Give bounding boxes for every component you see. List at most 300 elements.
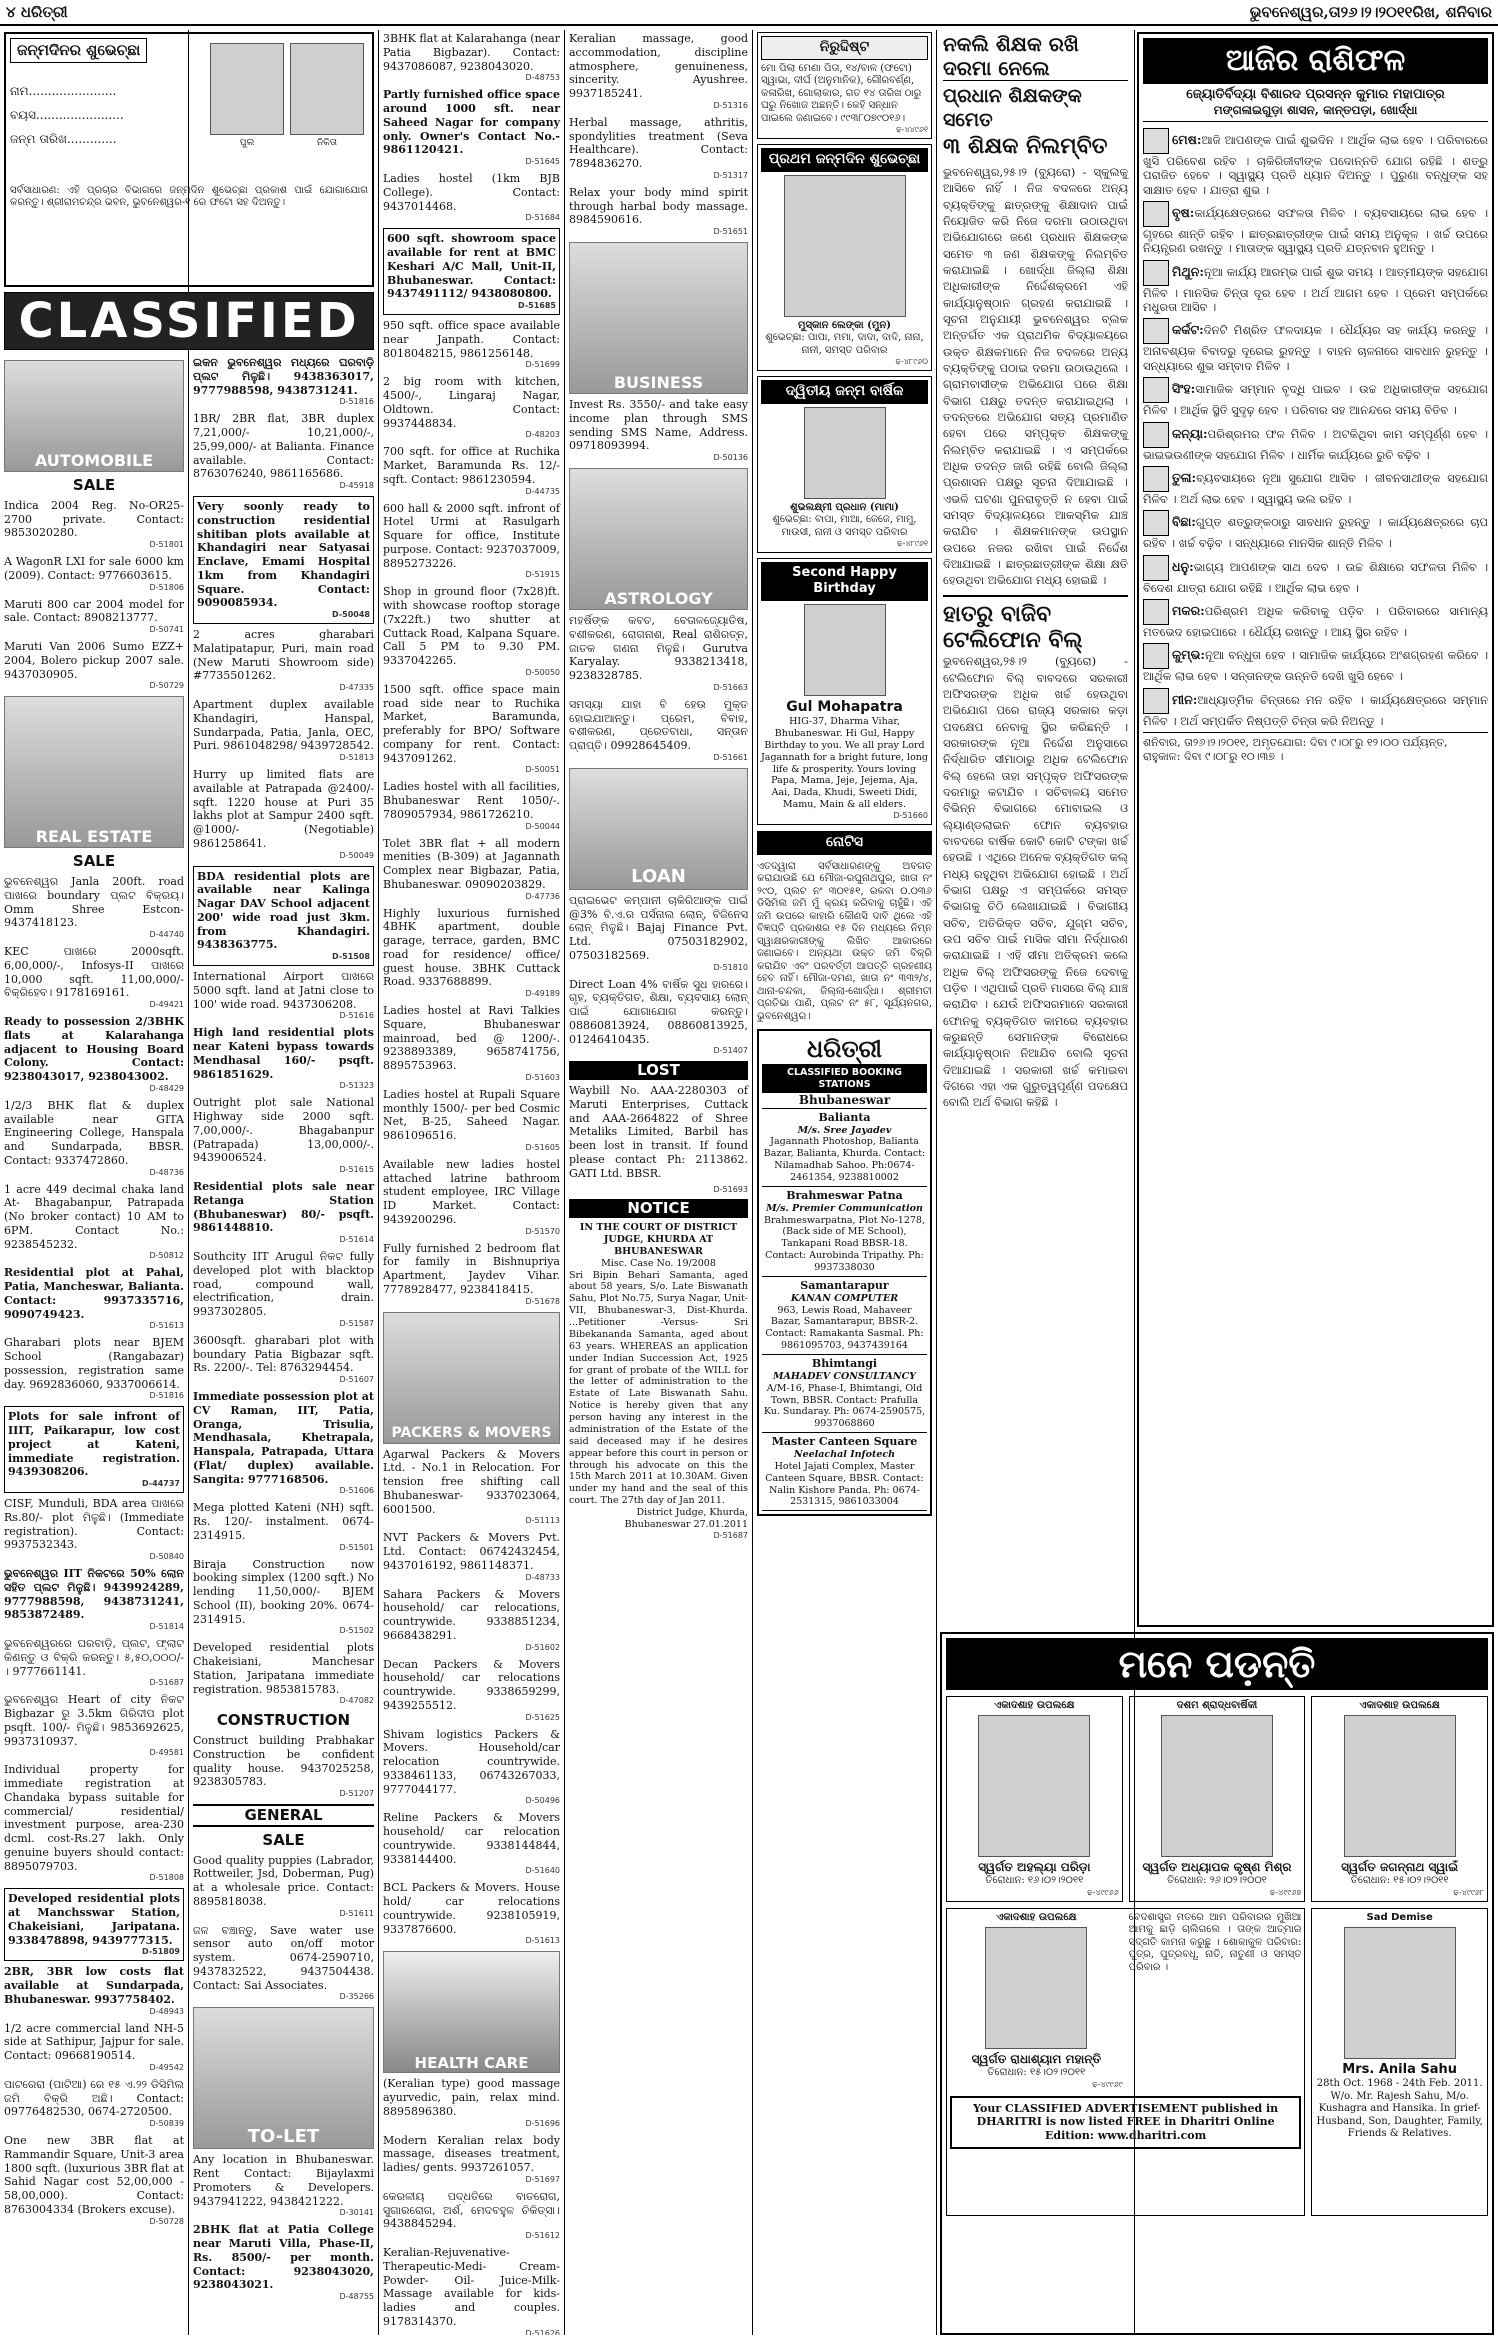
station-area: Bhimtangi xyxy=(811,1357,878,1370)
ad-text: 1 acre 449 decimal chaka land At- Bhagabanpur, Patrapada (No broker contact) 10 AM to 6PM. Contact No.: 9238545232. xyxy=(4,1182,184,1251)
ad-text: Agarwal Packers & Movers Ltd. - No.1 in Relocation. For tension free shifting call Bhubaneswar- 9337023064, 6001500. xyxy=(383,1447,560,1516)
property-ads xyxy=(193,356,374,1706)
zodiac-name: କର୍କଟ: xyxy=(1172,322,1204,338)
rashifal-box xyxy=(1137,32,1494,1627)
health-care-image xyxy=(383,1951,560,2073)
real-estate-ads xyxy=(4,875,184,2227)
obit-name: ସ୍ୱର୍ଗତ ଜଗନ୍ନାଥ ସ୍ୱାଇଁ xyxy=(1341,1860,1459,1874)
classified-ad xyxy=(569,398,748,463)
obit-name: ସ୍ୱର୍ଗତ ଅଧ୍ୟାପକ କୃଷ୍ଣ ମିଶ୍ର xyxy=(1142,1860,1292,1874)
classified-ad xyxy=(383,1728,560,1807)
classified-ad xyxy=(569,978,748,1057)
ad-code: D-51697 xyxy=(525,2174,560,2184)
classified-ad xyxy=(193,866,374,967)
ad-text: A WagonR LXI for sale 6000 km (2009). Contact: 9776603615. xyxy=(4,555,184,582)
classified-ad xyxy=(383,1242,560,1307)
ad-text: Modern Keralian relax body massage, diseases treatment, ladies/ gents. 9937261057. xyxy=(383,2133,560,2174)
real-estate-label: REAL ESTATE xyxy=(35,827,153,847)
classified-ad xyxy=(383,2077,560,2128)
anila-photo xyxy=(1344,1927,1456,2059)
ad-text: Immediate possession plot at CV Raman, IIT, Patia, Oranga, Trisulia, Mendhasala, Khetrapala, Hanspala, Patrapada, Uttara (Flat/ duplex) available. Sangita: 9777168506. xyxy=(193,1390,374,1486)
obit-name: ସ୍ୱର୍ଗତ ଅହଲ୍ୟା ପରିଡ଼ା xyxy=(978,1860,1091,1874)
booking-station xyxy=(762,1109,927,1187)
ad-code: D-51809 xyxy=(142,1947,180,1957)
ad-code: D-50051 xyxy=(525,765,560,775)
ad-text: Herbal massage, athritis, spondylities treatment (Seva Healthcare). Contact: 7894836270. xyxy=(569,115,748,170)
ad-text: Developed residential plots Chakeisiani, Manchesar Station, Jaripatana immediate registration. 9853815783. xyxy=(193,1641,374,1696)
obit-occasion: ଦଶମ ଶ୍ରାଦ୍ଧବାର୍ଷିକୀ xyxy=(1176,1699,1258,1711)
first-birthday-ad xyxy=(757,144,932,371)
classified-ad xyxy=(383,585,560,678)
zodiac-entry xyxy=(1143,422,1488,462)
classified-banner: CLASSIFIED xyxy=(4,292,374,350)
ad-text: Very soonly ready to construction residential shitiban plots available at Khandagiri near Satyasai Enclave, Emami Hospital 1km from Khandagiri Square. Contact: 9090085934. xyxy=(197,500,370,610)
booking-title: CLASSIFIED BOOKING STATIONS xyxy=(762,1065,927,1093)
station-agent: KANAN COMPUTER xyxy=(790,1292,899,1304)
sale-heading-3: SALE xyxy=(262,1830,305,1849)
ad-text: Indica 2004 Reg. No-OR25-2700 private. Contact: 9853020280. xyxy=(4,498,184,540)
obituary-card xyxy=(1311,1696,1488,1902)
rashifal-footer: ଶନିବାର, ତା୨୬।୨।୨୦୧୧, ଅମୃତଯୋଗ: ଦିବା ୯।୦୮ରୁ ୧୨।୦୦ ପର୍ଯ୍ୟନ୍ତ, ରାହୁକାଳ: ଦିବା ୯।୦୮ରୁ ୧୦।୩୭ । xyxy=(1143,732,1488,764)
booking-logo: ଧରିତ୍ରୀ xyxy=(762,1034,927,1065)
classified-ad xyxy=(383,1588,560,1653)
form-age-line: ବୟସ....................... xyxy=(10,107,124,122)
column-3 xyxy=(379,30,564,2335)
ad-code: D-50050 xyxy=(525,667,560,677)
ad-code: D-44737 xyxy=(142,1479,180,1488)
obituary-card xyxy=(1129,1696,1306,1902)
zodiac-name: ବିଛା: xyxy=(1172,514,1196,530)
ad-text: Decan Packers & Movers household/ car relocations countrywide. 9338659299, 9439255512. xyxy=(383,1657,560,1712)
automobile-image xyxy=(4,360,184,472)
classified-ad xyxy=(383,1658,560,1723)
page-header xyxy=(0,0,1498,26)
ad-code: D-50136 xyxy=(713,453,748,462)
zodiac-prediction: ଦିନଟି ମିଶ୍ରିତ ଫଳଦାୟକ । ଧୈର୍ଯ୍ୟର ସହ କାର୍ଯ୍ୟ କରନ୍ତୁ । ଅନାବଶ୍ୟକ ବିବାଦରୁ ଦୂରେଇ ରୁହନ୍ତୁ । ବାହନ ଚାଳନାରେ ସାବଧାନ ରୁହନ୍ତୁ । ସନ୍ଧ୍ୟାରେ ଶୁଭ ସମ୍ବାଦ ମିଳିବ । xyxy=(1143,323,1488,373)
classified-ad xyxy=(4,640,184,691)
ad-text: 700 sqft. for office at Ruchika Market, Baramunda Rs. 12/- sqft. Contact: 9861230594. xyxy=(383,445,560,486)
ad-code: D-51570 xyxy=(525,1226,560,1236)
notice-heading: NOTICE xyxy=(569,1199,748,1218)
form-name-line: ନାମ....................... xyxy=(10,83,117,98)
baby-photo-1 xyxy=(784,175,906,317)
classified-ad xyxy=(569,116,748,181)
ad-code: D-51113 xyxy=(525,1516,560,1526)
ad-text: Plots for sale infront of IIIT, Paikarapur, low cost project at Kateni, immediate registration. 9439308206. xyxy=(8,1410,180,1479)
ad-text: CISF, Munduli, BDA area ପାଖରେ Rs.80/- plot ମିଳୁଛି। (Immediate registration). Contact: 9937532343. xyxy=(4,1497,184,1552)
lost-code: D-51693 xyxy=(713,1185,748,1195)
obit-photo xyxy=(1344,1715,1456,1857)
ad-text: Ladies hostel with all facilities, Bhubaneswar Rent 1050/-. 7809057934, 9861726210. xyxy=(383,780,560,821)
ad-text: Any location in Bhubaneswar. Rent Contact: Bijaylaxmi Promoters & Developers. 9437941222, 9438421222. xyxy=(193,2153,374,2208)
classified-ad xyxy=(4,2078,184,2129)
ad-text: 950 sqft. office space available near Janpath. Contact: 8018048215, 9861256148. xyxy=(383,319,560,360)
classified-ad xyxy=(383,2246,560,2335)
ad-text: Hurry up limited flats are available at Patrapada @2400/- sqft. 1220 house at Puri 35 lakhs plot at Sampur 2400 sqft. @1000/- (Negotiable) 9861258641. xyxy=(193,768,374,850)
ad-code: D-50044 xyxy=(525,821,560,831)
court-notice-code: D-51687 xyxy=(713,1530,748,1540)
classified-ad xyxy=(383,228,560,315)
classified-ad xyxy=(193,1250,374,1329)
ad-code: D-51645 xyxy=(525,157,560,166)
obit-code: ଢ-୪୯୯୬୬ xyxy=(1087,1887,1119,1897)
ad-code: D-51615 xyxy=(339,1165,374,1174)
obituary-section xyxy=(940,1632,1494,2335)
ad-code: D-45918 xyxy=(339,481,374,490)
ad-code: D-51625 xyxy=(525,1712,560,1722)
classified-ad xyxy=(193,2223,374,2302)
happy-birthday-text: HIG-37, Dharma Vihar, Bhubaneswar. Hi Gul, Happy Birthday to you. We all pray Lord Jagannath for a bright future, long life & prosperity. Yours loving Papa, Mama, Jeje, Jejema, Aja, Aai, Dada, Khudi, Sweeti Didi, Mamu, Main & all elders. xyxy=(761,716,928,811)
classified-ad xyxy=(383,1881,560,1946)
ad-text: 2BR, 3BR low costs flat available at Sundarpada, Bhubaneswar. 9937758402. xyxy=(4,1965,184,2006)
classified-ad xyxy=(383,88,560,167)
ad-text: Mega plotted Kateni (NH) sqft. Rs. 120/- instalment. 0674-2314915. xyxy=(193,1501,374,1542)
mid-obit-date: ତିରୋଧାନ: ୧୫।୦୨।୨୦୧୧ xyxy=(987,2067,1086,2078)
first-birthday-code: ଢ-୪୮୯୬୦ xyxy=(895,357,928,366)
ad-text: Ladies hostel at Rupali Square monthly 1500/- per bed Cosmic Net, B-25, Saheed Nagar. 9861096516. xyxy=(383,1087,560,1142)
classified-ad xyxy=(4,1099,184,1178)
court-notice-body: Sri Bipin Behari Samanta, aged about 58 years, S/o. Late Biswanath Sahu, Plot No.75, Surya Nagar, Unit-VII, Bhubaneswar-3, Dist-Khurda. ...Petitioner -Versus- Sri Bibekananda Samanta, aged about 63 years. WHEREAS an application under Indian Succession Act, 1925 for grant of probate of the WILL for the letter of administration to the Estate of Late Biswanath Sahu. Notice is hereby given that any person having any interest in the administration of the Estate of the said deceased may if he desires appear before this court in person or through his advocate on this the 15th March 2011 at 10.30AM. Given under my hand and the seal of this court. The 27th day of Jan 2011. xyxy=(569,1269,748,1507)
classified-ad xyxy=(383,683,560,776)
classified-ad xyxy=(193,1734,374,1799)
classified-ad xyxy=(193,1924,374,2003)
ad-text: Ladies hostel (1km BJB College). Contact: 9437014468. xyxy=(383,172,560,213)
to-let-label: TO-LET xyxy=(247,2125,320,2147)
ad-text: 3BHK flat at Kalarahanga (near Patia Bigbazar). Contact: 9437086087, 9238043020. xyxy=(383,32,560,73)
zodiac-name: ବୃଷ: xyxy=(1172,204,1195,220)
mid-obit-text: ବେଦଶାସ୍ତ୍ର ମତରେ ଆମ ପରିବାରର ମୁଖିଆ ଆମକୁ ଛାଡ଼ି ଚାଲିଗଲେ । ତାଙ୍କ ଆତ୍ମାର ସଦ୍‌ଗତି କାମନା କରୁଛୁ । ଶୋକାକୁଳ ପରିବାର: ପୁତ୍ର, ପୁତ୍ରବଧୂ, ନାତି, ନାତୁଣୀ ଓ ସମସ୍ତ ପରିବାର । xyxy=(1128,1911,1302,1973)
ad-code: D-51806 xyxy=(149,582,184,592)
obit-occasion: ଏକାଦଶାହ ଉପଲକ୍ଷେ xyxy=(994,1699,1075,1711)
ad-code: D-51508 xyxy=(332,952,370,961)
zodiac-prediction: ନୂଆ ବନ୍ଧୁତା ହେବ । ସାମାଜିକ କାର୍ଯ୍ୟରେ ଅଂଶଗ୍ରହଣ କରିବେ । ଆର୍ଥିକ ଲାଭ ହେବ । ସନ୍ତାନଙ୍କ ଉନ୍ନତି ଦେଖି ଖୁସି ହେବେ । xyxy=(1143,648,1488,684)
ad-code: D-51611 xyxy=(339,1908,374,1918)
ad-text: Individual property for immediate registration at Chandaka bypass suitable for commercial/ residential/ investment purpose, area-230 dcml. cost-Rs.27 lakh. Only genuine buyers should contact: 8895079703. xyxy=(4,1763,184,1873)
ad-code: D-50496 xyxy=(525,1796,560,1806)
obituary-grid xyxy=(946,1696,1488,1902)
classified-ad xyxy=(383,1448,560,1527)
second-birthday-title: ଦ୍ୱିତୀୟ ଜନ୍ମ ବାର୍ଷିକ xyxy=(761,380,928,404)
ad-code: D-51661 xyxy=(713,752,748,762)
ad-code: D-51613 xyxy=(149,1321,184,1331)
ad-text: Fully furnished 2 bedroom flat for family in Bishnupriya Apartment, Jaydev Vihar. 7778928477, 9238418415. xyxy=(383,1241,560,1296)
ad-code: D-51603 xyxy=(525,1072,560,1082)
ad-code: D-51316 xyxy=(713,100,748,110)
obit-code: ଢ-୪୯୯୬୭ xyxy=(1269,1887,1302,1897)
ad-text: One new 3BR flat at Rammandir Square, Unit-3 area 1800 sqft. (luxurious 3BR flat at Sahid Nagar cost 52,00,000 - 58,00,000). Contact: 8763004334 (Brokers excuse). xyxy=(4,2134,184,2216)
zodiac-symbol-icon xyxy=(1143,318,1169,344)
ad-code: D-51605 xyxy=(525,1142,560,1152)
ad-text: Gharabari plots near BJEM School (Rangabazar) possession, registration same day. 9692836060, 9337006614. xyxy=(4,1336,184,1391)
ad-code: D-51607 xyxy=(339,1375,374,1384)
ad-code: D-44735 xyxy=(525,486,560,496)
ad-text: Residential plot at Pahal, Patia, Mancheswar, Balianta. Contact: 9937335716, 9090749423. xyxy=(4,1266,184,1321)
classified-ad xyxy=(193,1334,374,1385)
ad-code: D-51663 xyxy=(713,682,748,692)
classified-ad xyxy=(569,614,748,693)
classified-ad xyxy=(193,496,374,624)
booking-station xyxy=(762,1355,927,1433)
station-agent: M/s. Premier Communication xyxy=(766,1202,923,1214)
classified-ad xyxy=(383,837,560,902)
ad-text: BDA residential plots are available near Kalinga Nagar DAV School adjacent 200' wide road just 3km. from Khandagiri. 9438363775. xyxy=(197,869,370,952)
automobile-label: AUTOMOBILE xyxy=(34,451,154,470)
ad-code: D-51501 xyxy=(339,1542,374,1552)
ad-text: 2 big room with kitchen, 4500/-, Lingaraj Nagar, Oldtown. Contact: 9937448834. xyxy=(383,375,560,430)
classified-ad xyxy=(193,970,374,1021)
automobile-ads xyxy=(4,499,184,692)
obituary-row-2 xyxy=(946,1908,1488,2216)
zodiac-prediction: ପରିଶ୍ରମ ଅଧିକ କରିବାକୁ ପଡ଼ିବ । ପରିବାରରେ ସାମାନ୍ୟ ମତଭେଦ ହୋଇପାରେ । ଧୈର୍ଯ୍ୟ ରଖନ୍ତୁ । ଆୟ ସ୍ଥିର ରହିବ । xyxy=(1143,604,1488,639)
ad-text: 2 acres gharabari Malatipatapur, Puri, main road (New Maruti Showroom side) #7735501262. xyxy=(193,628,374,683)
ad-text: Construct building Prabhakar Construction be confident quality house. 9437025258, 9238305783. xyxy=(193,1734,374,1789)
station-agent: MAHADEV CONSULTANCY xyxy=(773,1370,916,1382)
classified-ad xyxy=(4,1965,184,2016)
ad-text: Shop in ground floor (7x28)ft. with showcase rooftop storage (7x22ft.) two shutter at Cuttack Road, Kalpana Square. Call 5 PM to 9.30 PM. 9337042265. xyxy=(383,585,560,667)
classified-ad xyxy=(569,32,748,111)
ad-text: Southcity IIT Arugul ନିକଟ fully developed plot with blacktop road, compound wall, electrification, drain. 9937302805. xyxy=(193,1250,374,1318)
happy-birthday-title: Second Happy Birthday xyxy=(761,562,928,601)
second-birthday-code: ଢ-୪୮୯୬୧ xyxy=(897,539,928,548)
ad-text: BCL Packers & Movers. House hold/ car relocations countrywide. 9238105919, 9337876600. xyxy=(383,1881,560,1936)
ad-text: Keralian massage, good accommodation, discipline atmosphere, genuineness, sincerity. Ayushree. 9937185241. xyxy=(569,32,748,100)
zodiac-symbol-icon xyxy=(1143,688,1169,714)
rashifal-title: ଆଜିର ରାଶିଫଳ xyxy=(1143,38,1488,84)
loan-ads xyxy=(569,894,748,1057)
obit-date: ତିରୋଧାନ: ୧୫।୦୨।୨୦୧୧ xyxy=(1350,1875,1449,1886)
classified-ad xyxy=(193,1096,374,1175)
ad-text: International Airport ପାଖରେ 5000 sqft. land at Jatni close to 100' wide road. 9437306208. xyxy=(193,970,374,1011)
ad-text: Maruti Van 2006 Sumo EZZ+ 2004, Bolero pickup 2007 sale. 9437030905. xyxy=(4,640,184,681)
ad-text: High land residential plots near Kateni bypass towards Mendhasal 160/- psqft. 9861851629. xyxy=(193,1026,374,1081)
business-ads xyxy=(569,398,748,463)
zodiac-symbol-icon xyxy=(1143,422,1169,448)
classified-ad xyxy=(4,555,184,593)
zodiac-prediction: ଗୁପ୍ତ ଶତ୍ରୁଙ୍କଠାରୁ ସାବଧାନ ରୁହନ୍ତୁ । କାର୍ଯ୍ୟକ୍ଷେତ୍ରରେ ଚାପ ରହିବ । ଖର୍ଚ୍ଚ ବଢ଼ିବ । ସନ୍ଧ୍ୟାରେ ମାନସିକ ଶାନ୍ତି ମିଳିବ । xyxy=(1143,515,1488,551)
ad-code: D-50741 xyxy=(149,625,184,634)
first-birthday-wishes: ଶୁଭେଚ୍ଛା: ପାପା, ମମା, ଦାଦା, ଦାଦି, ନାନା, ନାନୀ, ସମସ୍ତ ପରିବାର xyxy=(765,332,924,356)
ad-text: 600 hall & 2000 sqft. infront of Hotel Urmi at Rasulgarh Square for office, Institute purpose. Contact: 9237037009, 8895273226. xyxy=(383,501,560,570)
ad-text: Developed residential plots at Manchsswar Station, Chakeisiani, Jaripatana. 9338478898, 9439777315. xyxy=(8,1892,180,1947)
child-photo-2 xyxy=(290,43,364,135)
news-subhead-2: ୩ ଶିକ୍ଷକ ନିଲମ୍ବିତ xyxy=(943,132,1108,159)
ad-code: D-47335 xyxy=(339,683,374,692)
news-story-2: ଭୁବନେଶ୍ୱର,୨୫।୨ (ବ୍ୟୁରୋ) - ଟେଲିଫୋନ ବିଲ୍ ବାବଦରେ ସରକାରୀ ଅଫିସରଙ୍କ ଅଧିକ ଖର୍ଚ୍ଚ ହେଉଥିବା ଅଭିଯୋଗ ପରେ ରାଜ୍ୟ ସରକାର କଡ଼ା ପଦକ୍ଷେପ ନେବାକୁ ସ୍ଥିର କରିଛନ୍ତି । ସରକାରଙ୍କ ନୂଆ ନିର୍ଦ୍ଦେଶ ଅନୁସାରେ ନିର୍ଦ୍ଧାରିତ ସୀମାଠାରୁ ଅଧିକ ଟେଲିଫୋନ ବିଲ୍ ହେଲେ ତାହା ସମ୍ପୃକ୍ତ ଅଫିସରଙ୍କ ଦରମାରୁ କଟାଯିବ । ସଚିବାଳୟ ସମେତ ବିଭିନ୍ନ ବିଭାଗରେ ମୋବାଇଲ ଓ ଲ୍ୟାଣ୍ଡଲାଇନ ଫୋନ ବ୍ୟବହାର ବାବଦରେ ବାର୍ଷିକ କୋଟି କୋଟି ଟଙ୍କା ଖର୍ଚ୍ଚ ହେଉଛି । ଏଥିରେ ଅନେକ ବ୍ୟକ୍ତିଗତ କଲ୍ ମଧ୍ୟ ରହୁଥିବା ଅଭିଯୋଗ ହୋଇଛି । ଅର୍ଥ ବିଭାଗ ପକ୍ଷରୁ ଏ ସମ୍ପର୍କରେ ସମସ୍ତ ବିଭାଗକୁ ଚିଠି ଲେଖାଯାଇଛି । ବିଭାଗୀୟ ସଚିବ, ଅତିରିକ୍ତ ସଚିବ, ଯୁଗ୍ମ ସଚିବ, ଉପ ସଚିବ ପାଇଁ ମାସିକ ସୀମା ନିର୍ଦ୍ଧାରଣ କରାଯାଇଛି । ଏହି ସୀମା ଅତିକ୍ରମ କଲେ ଅଧିକ ବିଲ୍ ଅଫିସରଙ୍କୁ ନିଜେ ଦେବାକୁ ପଡ଼ିବ । ଏଥିପାଇଁ ପ୍ରତି ମାସରେ ବିଲ୍ ଯାଞ୍ଚ କରାଯିବ । ଯେଉଁ ଅଫିସରମାନେ ସରକାରୀ ଫୋନକୁ ବ୍ୟକ୍ତିଗତ କାମରେ ବ୍ୟବହାର କରୁଛନ୍ତି ସେମାନଙ୍କ ବିରୋଧରେ କାର୍ଯ୍ୟାନୁଷ୍ଠାନ ନିଆଯିବ ବୋଲି ସୂଚନା ଦିଆଯାଇଛି । ସରକାରୀ ଖର୍ଚ୍ଚ କମାଇବା ଦିଗରେ ଏହା ଏକ ଗୁରୁତ୍ୱପୂର୍ଣ୍ଣ ପଦକ୍ଷେପ ବୋଲି ଅର୍ଥ ବିଭାଗ କହିଛି । xyxy=(943,654,1128,1110)
station-details: A/M-16, Phase-I, Bhimtangi, Old Town, BBSR. Contact: Prafulla Ku. Sundaray. Ph: 0674-2590575, 9937068860 xyxy=(763,1382,926,1430)
classified-ad xyxy=(383,2190,560,2241)
classified-ad xyxy=(383,32,560,83)
ad-code: D-50049 xyxy=(339,850,374,860)
packers-movers-label: PACKERS & MOVERS xyxy=(391,1425,552,1441)
classified-ad xyxy=(4,598,184,636)
ad-text: Outright plot sale National Highway side 2000 sqft. 7,00,000/-. Bhagabanpur (Patrapada) 13,00,000/-. 9439006524. xyxy=(193,1096,374,1165)
zodiac-symbol-icon xyxy=(1143,510,1169,536)
classified-ad xyxy=(4,1183,184,1262)
ad-text: ପାଟରେରା (ପାଟିଆ) ରେ ୧୫ ଏ.୨୨ ଡିସିମିଲ ଜମି ବିକ୍ରି ଅଛି। Contact: 09776482530, 0674-2720500. xyxy=(4,2077,184,2119)
zodiac-symbol-icon xyxy=(1143,466,1169,492)
classified-ad xyxy=(4,1015,184,1094)
zodiac-entry xyxy=(1143,260,1488,315)
ad-code: D-51323 xyxy=(339,1081,374,1091)
ad-text: Good quality puppies (Labrador, Rottweiler, Jsd, Doberman, Pug) at a wholesale price. Contact: 8895818038. xyxy=(193,1853,374,1908)
classified-ad xyxy=(383,780,560,831)
ad-code: D-48736 xyxy=(149,1167,184,1177)
booking-city: Bhubaneswar xyxy=(762,1093,927,1109)
massage-ads xyxy=(569,32,748,237)
astrology-image xyxy=(569,468,748,610)
obituary-title: ମନେ ପଡ଼ନ୍ତି xyxy=(946,1638,1488,1690)
ad-code: D-48943 xyxy=(149,2006,184,2016)
mid-obit-top: ଏକାଦଶାହ ଉପଲକ୍ଷେ xyxy=(996,1911,1077,1923)
ad-code: D-51606 xyxy=(339,1486,374,1496)
classified-ad xyxy=(4,1497,184,1562)
rental-ads xyxy=(383,32,560,1307)
ad-code: D-49421 xyxy=(149,1000,184,1009)
ad-code: D-51813 xyxy=(339,753,374,762)
mid-obit-code: ଢ-୪୯୯୬୯ xyxy=(1092,2079,1123,2089)
zodiac-name: ମୀନ: xyxy=(1172,691,1198,707)
ad-code: D-51614 xyxy=(339,1235,374,1244)
classified-ad xyxy=(193,1641,374,1706)
lost-heading: LOST xyxy=(569,1061,748,1080)
ad-text: KEC ପାଖରେ 2000sqft. 6,00,000/-, Infosys-II ପାଖରେ 10,000 sqft. 11,00,000/- ବିକ୍ରିହେବ। 9178169161. xyxy=(4,945,184,1000)
ad-code: D-51808 xyxy=(149,1873,184,1883)
astrologer-address: ମଙ୍ଗଳାଇଗୁଡ଼ା ଶାସନ, କାନ୍ତପଡ଼ା, ଖୋର୍ଦ୍ଧା xyxy=(1143,103,1488,122)
classified-ad xyxy=(383,375,560,440)
ad-text: (Keralian type) good massage ayurvedic, pain, relax mind. 8895896380. xyxy=(383,2077,560,2118)
ad-code: D-51640 xyxy=(525,1866,560,1876)
ad-text: Relax your body mind spirit through harbal body massage. 8984590616. xyxy=(569,185,748,227)
ad-code: D-51613 xyxy=(525,1936,560,1946)
general-heading: GENERAL xyxy=(193,1804,374,1827)
news-subhead-1: ପ୍ରଧାନ ଶିକ୍ଷକଙ୍କ ସମେତ xyxy=(943,85,1082,131)
child-photo-1 xyxy=(210,43,284,135)
ad-code: D-51612 xyxy=(525,2231,560,2240)
ad-code: D-51678 xyxy=(525,1296,560,1306)
sale-heading: SALE xyxy=(72,476,116,494)
happy-birthday-ad xyxy=(757,558,932,825)
obit-date: ତିରୋଧାନ: ୨୬।୦୨।୨୦୦୧ xyxy=(1167,1875,1267,1886)
zodiac-list xyxy=(1143,128,1488,728)
ad-text: 1BR/ 2BR flat, 3BR duplex 7,21,000/- 10,21,000/-, 25,99,000/- at Balianta. Finance available. Contact: 8763076240, 9861165686. xyxy=(193,412,374,481)
classified-ad xyxy=(569,698,748,763)
obit-date: ତିରୋଧାନ: ୧୬।୦୨।୨୦୧୧ xyxy=(985,1875,1084,1886)
zodiac-prediction: ବ୍ୟବସାୟରେ ନୂଆ ସୁଯୋଗ ଆସିବ । ଜୀବନସାଥୀଙ୍କ ସହଯୋଗ ମିଳିବ । ଅର୍ଥ ଲାଭ ହେବ । ସ୍ୱାସ୍ଥ୍ୟ ଭଲ ରହିବ । xyxy=(1143,470,1488,506)
birthday-wishes-box xyxy=(4,32,374,287)
zodiac-name: ମକର: xyxy=(1172,603,1205,618)
zodiac-prediction: ପରିଶ୍ରମର ଫଳ ମିଳିବ । ଅଟକିଥିବା କାମ ସମ୍ପୂର୍ଣ୍ଣ ହେବ । ଭାଇଭଉଣୀଙ୍କ ସହଯୋଗ ମିଳିବ । ଧାର୍ମିକ କାର୍ଯ୍ୟରେ ରୁଚି ବଢ଼ିବ । xyxy=(1143,426,1488,462)
real-estate-image xyxy=(4,696,184,848)
station-details: Jagannath Photoshop, Balianta Bazar, Balianta, Khurda. Contact: Nilamadhab Sahoo. Ph:0674-2461354, 9238810002 xyxy=(763,1136,926,1183)
happy-birthday-name: Gul Mohapatra xyxy=(786,698,903,715)
column-2 xyxy=(189,354,378,2335)
column-5 xyxy=(753,30,936,2335)
ad-text: ଭୁବନେଶ୍ୱର Heart of city ନିକଟ Bigbazar ରୁ 3.5km ଗିରିଦୀପ plot psqft. 100/- ମିଳୁଛି। 9853692625, 9937310937. xyxy=(4,1693,184,1748)
zodiac-entry xyxy=(1143,466,1488,506)
zodiac-entry xyxy=(1143,555,1488,595)
ad-text: Ladies hostel at Ravi Talkies Square, Bhubaneswar mainroad, bed @ 1200/-. 9238893389, 9658741756, 8895753963. xyxy=(383,1004,560,1072)
loan-image xyxy=(569,768,748,890)
baby-photo-2 xyxy=(804,407,886,499)
photo-caption-2: ନିକିତା xyxy=(316,138,337,148)
ad-code: D-51207 xyxy=(339,1789,374,1798)
classified-ad xyxy=(4,875,184,940)
station-details: Brahmeswarpatna, Plot No-1278, (Back side of ME School), Tankapani Road BBSR-18. Contact: Aurobinda Tripathy. Ph: 9937338030 xyxy=(764,1214,925,1273)
column-4 xyxy=(565,30,752,2335)
business-image xyxy=(569,242,748,394)
classified-ad xyxy=(193,768,374,861)
zodiac-name: କନ୍ୟା: xyxy=(1172,425,1208,441)
health-ads xyxy=(383,2077,560,2335)
ad-code: D-51687 xyxy=(149,1678,184,1688)
ad-code: D-51626 xyxy=(525,2328,560,2335)
ad-code: D-51810 xyxy=(713,962,748,972)
ad-code: D-51696 xyxy=(525,2118,560,2128)
station-area: Master Canteen Square xyxy=(771,1435,918,1449)
classified-ad xyxy=(193,2153,374,2218)
classified-ad xyxy=(193,1026,374,1091)
zodiac-symbol-icon xyxy=(1143,599,1169,625)
second-birthday-wishes: ଶୁଭେଚ୍ଛା: ବାପା, ମାଆ, ଜେଜେ, ମାମୁ, ମାଉସୀ, ନାନୀ ଓ ସମସ୍ତ ପରିବାର xyxy=(772,514,917,538)
booking-station xyxy=(762,1433,927,1511)
ad-text: Sahara Packers & Movers household/ car relocations, countrywide. 9338851234, 9668438291. xyxy=(383,1587,560,1642)
classified-ad xyxy=(383,1004,560,1083)
classified-ad xyxy=(193,356,374,407)
ad-text: ଭୁବନେଶ୍ୱରରେ ଘରବାଡ଼ି, ପ୍ଲଟ, ଫ୍ଲାଟ କିଣନ୍ତୁ ଓ ବିକ୍ରି କରନ୍ତୁ। ୫,୫୦,୦୦୦/- । 9777661141. xyxy=(4,1637,184,1678)
ad-code: D-48429 xyxy=(149,1083,184,1093)
ad-text: କେରଳୀୟ ପଦ୍ଧତିରେ ବାତରୋଗ, ସୁଗାରରୋଗ, ଅର୍ଶ, ମେଦବହୁଳ ଚିକିତ୍ସା। 9438845294. xyxy=(383,2189,560,2231)
ad-text: Apartment duplex available Khandagiri, Hanspal, Sundarpada, Patia, Janla, OEC, Puri. 9861048298/ 9439728542. xyxy=(193,698,374,753)
classified-ad xyxy=(193,1390,374,1496)
classified-ad xyxy=(383,1811,560,1876)
photo-caption-1: ପୁଲ xyxy=(239,138,255,148)
obit-code: ଢ-୪୯୯୬୮ xyxy=(1453,1887,1484,1897)
ad-code: D-50729 xyxy=(149,681,184,691)
general-ads xyxy=(193,1854,374,2003)
ad-code: D-50048 xyxy=(332,610,370,619)
ad-text: ଜଳ ବଞ୍ଚାନ୍ତୁ, Save water use sensor auto on/off motor system. 0674-2590710, 9437832522, 9437504438. Contact: Sai Associates. xyxy=(193,1923,374,1992)
sad-demise-ad xyxy=(1311,1908,1488,2216)
sad-demise-title: Sad Demise xyxy=(1366,1911,1433,1923)
ad-code: D-35266 xyxy=(339,1992,374,2002)
anila-text: 28th Oct. 1968 - 24th Feb. 2011. W/o. Mr. Rajesh Sahu, M/o. Kushagra and Hansika. In grief- Husband, Son, Daughter, Family, Friends & Relatives. xyxy=(1316,2078,1483,2140)
ad-text: 1/2/3 BHK flat & duplex available near GITA Engineering College, Hanspala and Sundarpada, BBSR. Contact: 9337472860. xyxy=(4,1098,184,1167)
station-agent: Neelachal Infotech xyxy=(793,1448,896,1460)
zodiac-entry xyxy=(1143,318,1488,373)
ad-text: Available new ladies hostel attached latrine bathroom student employee, IRC Village ID Market. Contact: 9439200296. xyxy=(383,1157,560,1226)
obituary-card xyxy=(946,1696,1123,1902)
ad-code: D-51616 xyxy=(339,1011,374,1021)
form-dob-line: ଜନ୍ମ ତାରିଖ............. xyxy=(10,131,117,146)
column-1 xyxy=(0,354,188,2335)
zodiac-entry xyxy=(1143,201,1488,256)
news-headline-2: ହାତରୁ ବାଜିବ ଟେଲିଫୋନ ବିଲ୍ xyxy=(943,595,1128,654)
mid-obit-photo xyxy=(985,1927,1087,2049)
zodiac-prediction: ଭାଗ୍ୟ ଆପଣଙ୍କ ସାଥ ଦେବ । ଉଚ୍ଚ ଶିକ୍ଷାରେ ସଫଳତା ମିଳିବ । ବିଦେଶ ଯାତ୍ରା ଯୋଗ ରହିଛି । ଆର୍ଥିକ ଲାଭ ହେବ । xyxy=(1143,559,1488,595)
station-area: Samantarapur xyxy=(800,1278,889,1292)
ad-code: D-49542 xyxy=(149,2062,184,2072)
zodiac-symbol-icon xyxy=(1143,377,1169,403)
ad-text: 1/2 acre commercial land NH-5 side at Sathipur, Jajpur for sale. Contact: 09668190514. xyxy=(4,2021,184,2062)
ad-text: Partly furnished office space around 1000 sft. near Saheed Nagar for company only. Owner's Contact No.- 9861120421. xyxy=(383,88,560,157)
ad-code: D-51816 xyxy=(149,1391,184,1401)
classified-ad xyxy=(193,1180,374,1245)
ad-text: ପ୍ରାଇଭେଟ କମ୍ପାନୀ ଚାକିରିଆଙ୍କ ପାଇଁ @3% ବି.ଏ.ର ପର୍ସନାଲ ଲୋନ୍, ବିଜିନେସ ଲୋନ୍ ମିଳୁଛି। Bajaj Finance Pvt. Ltd. 07503182902, 07503182569. xyxy=(569,893,748,962)
classified-ad xyxy=(4,1637,184,1688)
classified-ad xyxy=(383,2134,560,2185)
ad-text: Biraja Construction now booking simplex (1200 sqft.) No lending 11,50,000/- BJEM School (II), booking 20%. 0674-2314915. xyxy=(193,1557,374,1626)
ad-code: D-49581 xyxy=(149,1748,184,1758)
